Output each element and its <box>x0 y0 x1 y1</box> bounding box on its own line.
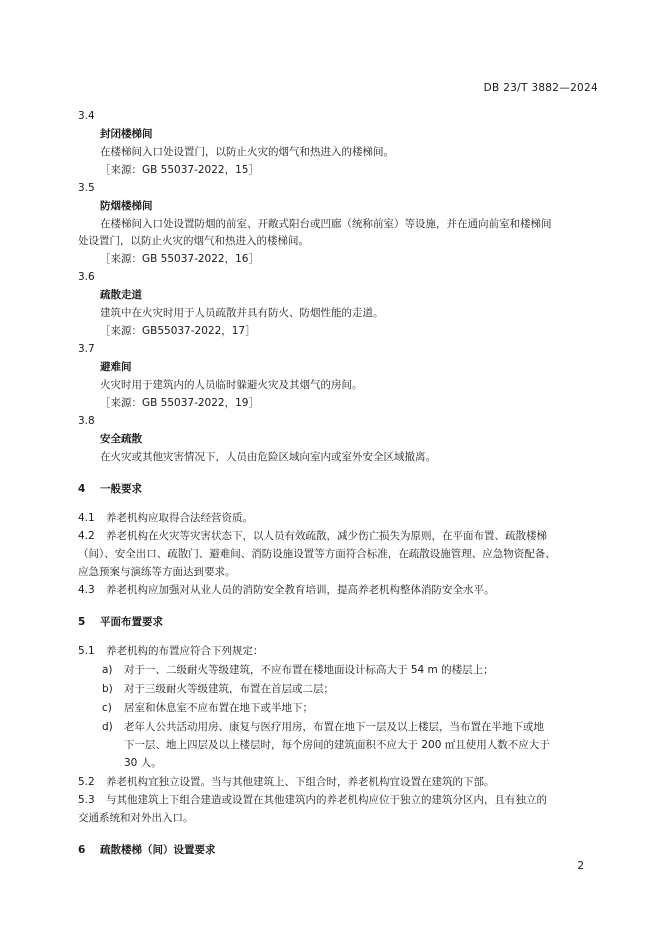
term-entry <box>78 269 598 339</box>
clause-text: 养老机构应加强对从业人员的消防安全教育培训，提高养老机构整体消防安全水平。 <box>106 584 495 596</box>
clause <box>78 792 598 826</box>
section-heading <box>78 842 598 858</box>
clause <box>78 774 598 790</box>
clause <box>78 643 598 659</box>
clause-text-continued: （间）、安全出口、疏散门、避难间、消防设施设置等方面符合标准，在疏散设施管理、应急物资配备、 <box>78 548 556 560</box>
term-title: 防烟楼梯间 <box>100 200 153 212</box>
term-entry <box>78 108 598 178</box>
list-item-text: 老年人公共活动用房、康复与医疗用房，布置在地下一层及以上楼层，当布置在半地下或地 <box>124 721 544 733</box>
term-title: 安全疏散 <box>100 433 142 445</box>
clause-text-continued: 交通系统和对外出入口。 <box>78 812 194 824</box>
section-title: 一般要求 <box>100 483 142 495</box>
term-number: 3.6 <box>78 271 95 283</box>
list-item-label: d) <box>102 721 113 733</box>
term-definition: 建筑中在火灾时用于人员疏散并具有防火、防烟性能的走道。 <box>100 307 384 319</box>
section-title: 疏散楼梯（间）设置要求 <box>100 844 216 856</box>
term-title: 封闭楼梯间 <box>100 128 153 140</box>
term-title: 疏散走道 <box>100 289 142 301</box>
term-definition: 在楼梯间入口处设置防烟的前室、开敞式阳台或凹廊（统称前室）等设施，并在通向前室和楼梯间 <box>100 218 552 230</box>
list-item-label: b) <box>102 683 113 695</box>
section-number: 4 <box>78 483 86 495</box>
term-entry <box>78 180 598 267</box>
list-item-text: 居室和休息室不应布置在地下或半地下； <box>124 702 313 714</box>
clause-number: 4.3 <box>78 584 95 596</box>
clause <box>78 582 598 598</box>
term-source: ［来源：GB55037-2022，17］ <box>100 325 256 337</box>
list-item-text: 对于一、二级耐火等级建筑，不应布置在楼地面设计标高大于 54 m 的楼层上； <box>124 664 494 676</box>
term-source: ［来源：GB 55037-2022，19］ <box>100 397 259 409</box>
term-entry <box>78 341 598 411</box>
clause-text: 养老机构的布置应符合下列规定： <box>106 645 264 657</box>
page-content <box>78 107 598 871</box>
section-number: 6 <box>78 844 86 856</box>
section-number: 5 <box>78 616 86 628</box>
clause-number: 5.3 <box>78 794 95 806</box>
term-title: 避难间 <box>100 361 132 373</box>
clause-text-continued: 应急预案与演练等方面达到要求。 <box>78 566 236 578</box>
clause-number: 4.2 <box>78 530 95 542</box>
list-item-text: 对于三级耐火等级建筑，布置在首层或二层； <box>124 683 334 695</box>
term-definition: 火灾时用于建筑内的人员临时躲避火灾及其烟气的房间。 <box>100 379 363 391</box>
term-number: 3.5 <box>78 182 95 194</box>
section-heading <box>78 614 598 630</box>
list-item-text-continued: 30 人。 <box>124 757 162 769</box>
page-number: 2 <box>577 860 584 872</box>
term-number: 3.4 <box>78 110 95 122</box>
list-item <box>78 700 598 716</box>
list-item <box>78 719 598 771</box>
term-definition: 在楼梯间入口处设置门，以防止火灾的烟气和热进入的楼梯间。 <box>100 146 394 158</box>
clause-text: 养老机构应取得合法经营资质。 <box>106 512 253 524</box>
clause-number: 4.1 <box>78 512 95 524</box>
clause-text: 养老机构在火灾等灾害状态下，以人员有效疏散，减少伤亡损失为原则，在平面布置、疏散楼梯 <box>106 530 547 542</box>
term-number: 3.7 <box>78 343 95 355</box>
section-title: 平面布置要求 <box>100 616 163 628</box>
term-definition: 在火灾或其他灾害情况下，人员由危险区域向室内或室外安全区域撤离。 <box>100 451 436 463</box>
list-item <box>78 662 598 678</box>
term-number: 3.8 <box>78 415 95 427</box>
term-source: ［来源：GB 55037-2022，16］ <box>100 253 259 265</box>
list-item-text-continued: 下一层、地上四层及以上楼层时，每个房间的建筑面积不应大于 200 ㎡且使用人数不应大于 <box>124 739 550 751</box>
term-definition-continued: 处设置门，以防止火灾的烟气和热进入的楼梯间。 <box>78 235 309 247</box>
list-item-label: c) <box>102 702 112 714</box>
term-entry <box>78 413 598 465</box>
clause-number: 5.1 <box>78 645 95 657</box>
document-id: DB 23/T 3882—2024 <box>483 82 598 94</box>
list-item-label: a) <box>102 664 113 676</box>
clause-text: 养老机构宜独立设置。当与其他建筑上、下组合时，养老机构宜设置在建筑的下部。 <box>106 776 495 788</box>
clause-number: 5.2 <box>78 776 95 788</box>
clause <box>78 510 598 526</box>
section-heading <box>78 481 598 497</box>
term-source: ［来源：GB 55037-2022，15］ <box>100 164 259 176</box>
clause <box>78 528 598 580</box>
list-item <box>78 681 598 697</box>
clause-text: 与其他建筑上下组合建造或设置在其他建筑内的养老机构应位于独立的建筑分区内，且有独立的 <box>106 794 547 806</box>
